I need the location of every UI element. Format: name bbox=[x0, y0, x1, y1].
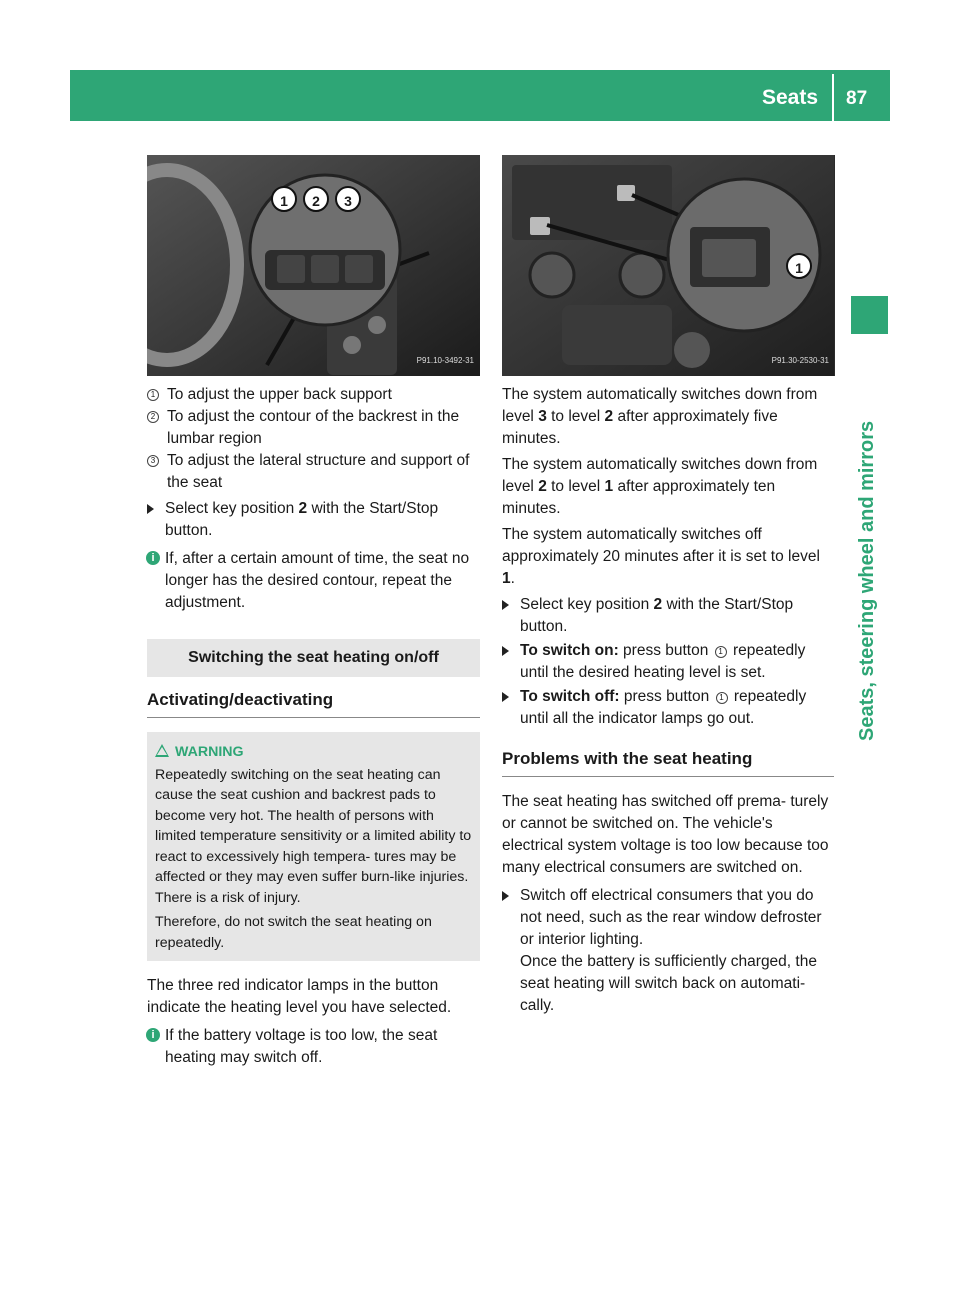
arrow-icon bbox=[502, 600, 509, 610]
legend-item: 3 To adjust the lateral structure and support of the seat bbox=[147, 450, 480, 494]
instruction-step: Switch off electrical consumers that you do not need, such as the rear window defroster or interior lighting. Once the battery is sufficiently charged, the seat heating will switch back on automati- cally. bbox=[502, 885, 834, 1017]
seat-adjust-photo bbox=[147, 155, 480, 376]
info-icon: i bbox=[146, 1028, 160, 1042]
callout-1: 1 bbox=[795, 260, 803, 276]
arrow-icon bbox=[502, 646, 509, 656]
instruction-step: To switch on: press button 1 repeatedly until the desired heating level is set. bbox=[502, 640, 834, 684]
paragraph: The system automatically switches down from level 2 to level 1 after approximately ten minutes. bbox=[502, 456, 818, 517]
paragraph: The three red indicator lamps in the button indicate the heating level you have selected. bbox=[147, 977, 452, 1016]
info-note: i If, after a certain amount of time, the seat no longer has the desired contour, repeat the adjustment. bbox=[147, 548, 480, 614]
arrow-icon bbox=[502, 692, 509, 702]
right-column bbox=[502, 155, 834, 1017]
instruction-step: Select key position 2 with the Start/Stop button. bbox=[147, 498, 480, 542]
callout-3: 3 bbox=[344, 193, 352, 209]
info-note: i If the battery voltage is too low, the seat heating may switch off. bbox=[147, 1025, 480, 1069]
seat-heating-photo bbox=[502, 155, 835, 376]
page-number: 87 bbox=[846, 88, 868, 109]
arrow-icon bbox=[147, 504, 154, 514]
page-title: Seats bbox=[762, 86, 819, 109]
callout-1: 1 bbox=[280, 193, 288, 209]
subheading: Activating/deactivating bbox=[147, 683, 480, 718]
image-caption: P91.10-3492-31 bbox=[416, 356, 474, 365]
arrow-icon bbox=[502, 891, 509, 901]
warning-icon bbox=[155, 744, 169, 757]
legend-item: 1 To adjust the upper back support bbox=[147, 384, 480, 406]
section-heading: Switching the seat heating on/off bbox=[147, 639, 480, 677]
left-column bbox=[147, 155, 480, 1069]
chapter-tab bbox=[851, 296, 888, 334]
image-caption: P91.30-2530-31 bbox=[771, 356, 829, 365]
instruction-step: Select key position 2 with the Start/Stop button. bbox=[502, 594, 834, 638]
paragraph: The seat heating has switched off prema- turely or cannot be switched on. The vehicle's electrical system voltage is too low because too many electrical consumers are switched on. bbox=[502, 793, 829, 876]
instruction-step: To switch off: press button 1 repeatedly until all the indicator lamps go out. bbox=[502, 686, 834, 730]
warning-box: WARNING Repeatedly switching on the seat heating can cause the seat cushion and backrest pads to become very hot. The health of persons with limited temperature sensitivity or a limited ability to react to excessively high tempera- tures may be affected or they may even suffer burn-like injuries. There is a risk of injury. Therefore, do not switch the seat heating on repeatedly. bbox=[147, 732, 480, 961]
paragraph: The system automatically switches off approximately 20 minutes after it is set to level 1. bbox=[502, 526, 820, 587]
legend-item: 2 To adjust the contour of the backrest in the lumbar region bbox=[147, 406, 480, 450]
info-icon: i bbox=[146, 551, 160, 565]
subheading: Problems with the seat heating bbox=[502, 742, 834, 777]
callout-2: 2 bbox=[312, 193, 320, 209]
header-divider bbox=[832, 74, 834, 121]
paragraph: The system automatically switches down from level 3 to level 2 after approximately five minutes. bbox=[502, 386, 818, 447]
